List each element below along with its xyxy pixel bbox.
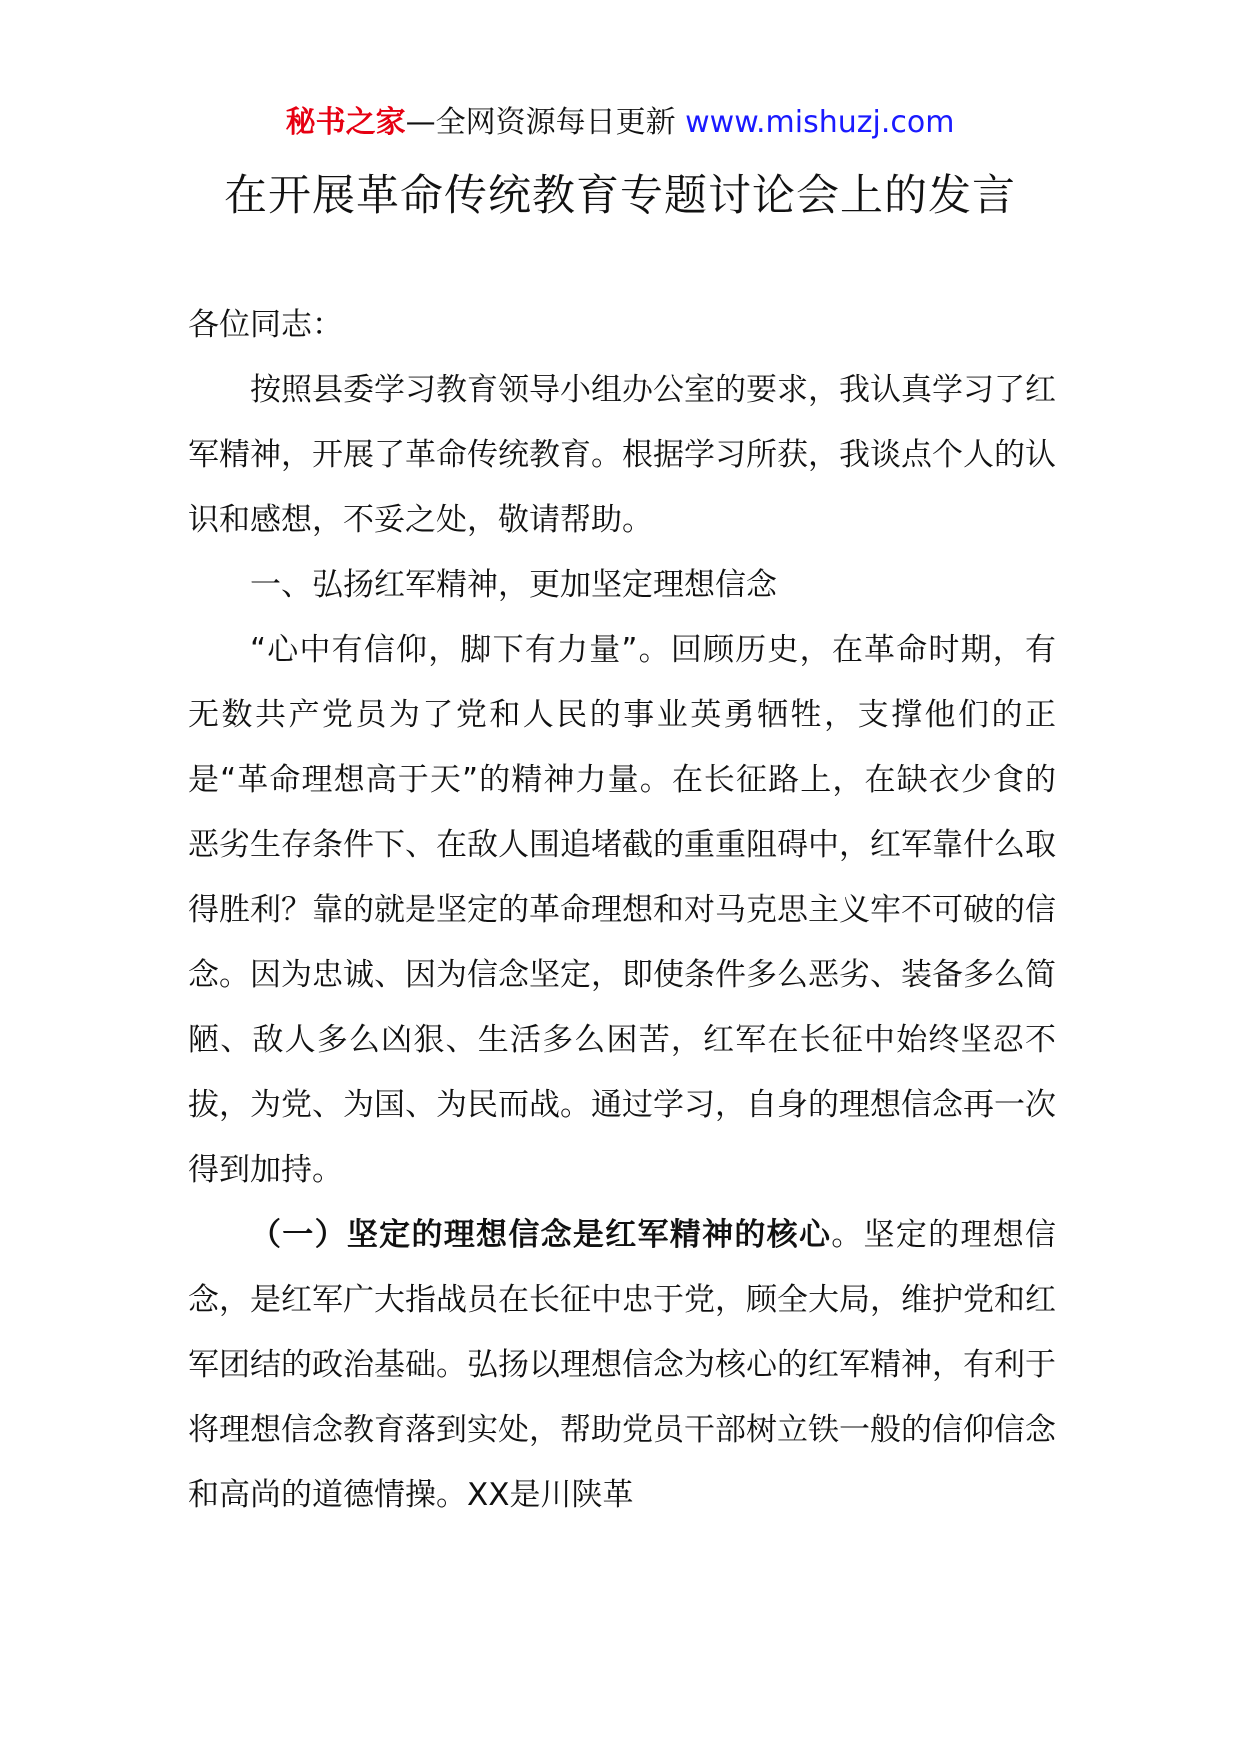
- subsection-text-1: 。坚定的理想信念，是红军广大指战员在长征中忠于党，顾全大局，维护党和红军团结的政治基础。弘扬以理想信念为核心的红军精神，有利于将理想信念教育落到实处，帮助党员干部树立铁一般的信仰信念和高尚的道德情操。XX是川陕革: [188, 1217, 1056, 1513]
- source-banner: [0, 103, 1240, 143]
- salutation: 各位同志：: [188, 307, 343, 343]
- site-url[interactable]: www.mishuzj.com: [685, 105, 955, 140]
- banner-tagline: —全网资源每日更新: [405, 105, 686, 140]
- intro-paragraph: 按照县委学习教育领导小组办公室的要求，我认真学习了红军精神，开展了革命传统教育。根据学习所获，我谈点个人的认识和感想，不妥之处，敬请帮助。: [188, 372, 1056, 538]
- section-heading-1: 一、弘扬红军精神，更加坚定理想信念: [250, 567, 777, 603]
- subsection-paragraph-1: [188, 1203, 1056, 1528]
- brand-name: 秘书之家: [285, 105, 406, 140]
- section-paragraph-1: “心中有信仰，脚下有力量”。回顾历史，在革命时期，有无数共产党员为了党和人民的事业英勇牺牲，支撑他们的正是“革命理想高于天”的精神力量。在长征路上，在缺衣少食的恶劣生存条件下、在敌人围追堵截的重重阻碍中，红军靠什么取得胜利？靠的就是坚定的革命理想和对马克思主义牢不可破的信念。因为忠诚、因为信念坚定，即使条件多么恶劣、装备多么简陋、敌人多么凶狠、生活多么困苦，红军在长征中始终坚忍不拔，为党、为国、为民而战。通过学习，自身的理想信念再一次得到加持。: [188, 632, 1056, 1188]
- document-body: [188, 293, 1056, 1528]
- subsection-heading-1: （一）坚定的理想信念是红军精神的核心: [250, 1217, 832, 1253]
- document-title: 在开展革命传统教育专题讨论会上的发言: [224, 171, 1016, 221]
